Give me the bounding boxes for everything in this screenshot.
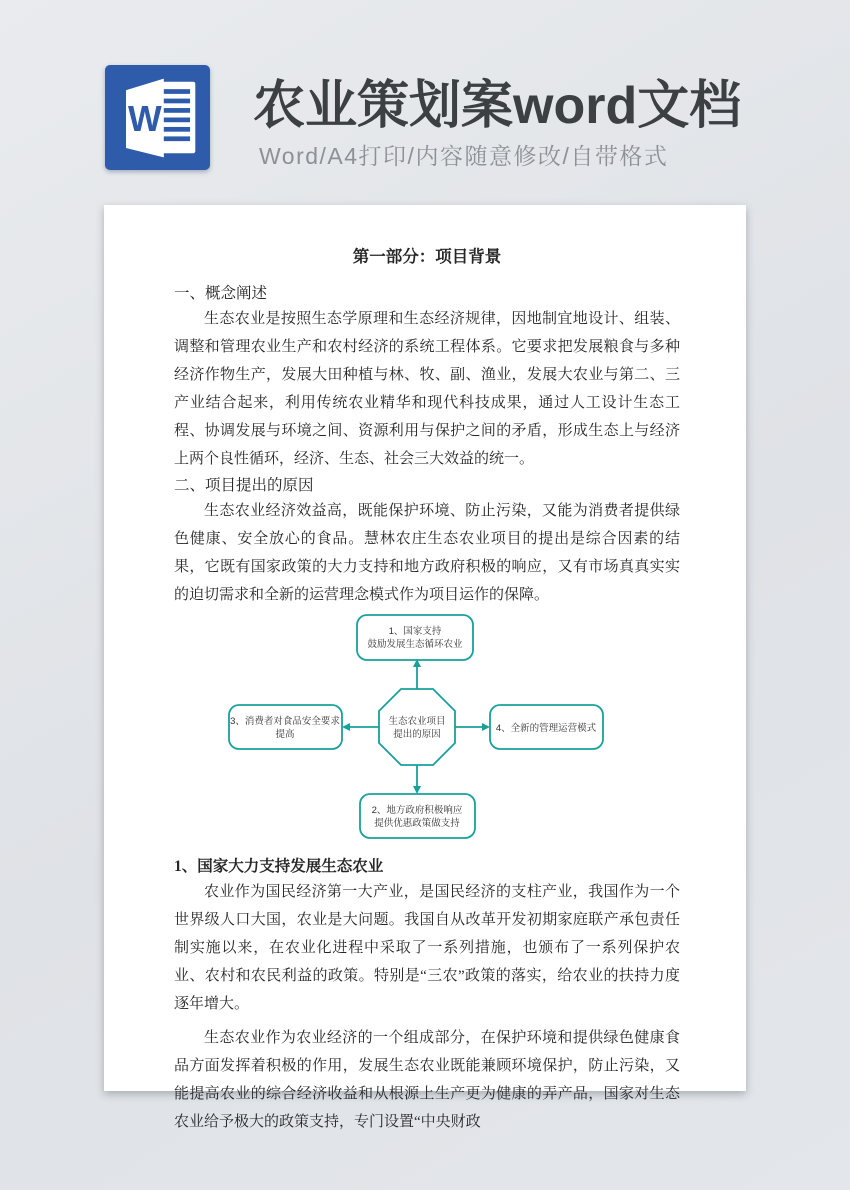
diagram-bottom-label-line2: 提供优惠政策做支持 xyxy=(374,818,460,829)
section1-paragraph: 生态农业是按照生态学原理和生态经济规律，因地制宜地设计、组装、调整和管理农业生产和农村经济的系统工程体系。它要求把发展粮食与多种经济作物生产，发展大田种植与林、牧、副、渔业，发展大农业与第二、三产业结合起来，利用传统农业精华和现代科技成果，通过人工设计生态工程、协调发展与环境之间、资源利用与保护之间的矛盾，形成生态上与经济上两个良性循环，经济、生态、社会三大效益的统一。 xyxy=(174,311,680,467)
diagram-right-label: 4、全新的管理运营模式 xyxy=(495,723,597,734)
section2-paragraph: 生态农业经济效益高，既能保护环境、防止污染，又能为消费者提供绿色健康、安全放心的食品。慧林农庄生态农业项目的提出是综合因素的结果，它既有国家政策的大力支持和地方政府积极的响应，又有市场真真实实的迫切需求和全新的运营理念模式作为项目运作的保障。 xyxy=(174,503,680,603)
template-subtitle: Word/A4打印/内容随意修改/自带格式 xyxy=(259,143,669,169)
diagram-center-octagon xyxy=(379,689,455,765)
arrow-down-head xyxy=(413,786,421,794)
diagram-bottom-box xyxy=(360,794,475,838)
diagram-top-label-line2: 鼓励发展生态循环农业 xyxy=(367,639,463,650)
diagram-left-box xyxy=(229,705,342,749)
word-logo-letter: W xyxy=(128,99,162,140)
arrow-left-head xyxy=(342,723,350,731)
diagram-bottom-label-line1: 2、地方政府积极响应 xyxy=(371,805,463,816)
section3-heading: 1、国家大力支持发展生态农业 xyxy=(174,858,384,875)
diagram-top-box xyxy=(357,615,473,660)
word-logo-graphic xyxy=(105,65,210,170)
diagram-center-label-line2: 提出的原因 xyxy=(393,729,441,740)
diagram-top-label-line1: 1、国家支持 xyxy=(388,626,442,637)
word-logo-icon xyxy=(105,65,210,170)
diagram-left-label-line1: 3、消费者对食品安全要求 xyxy=(230,716,340,727)
arrow-right-head xyxy=(482,723,490,731)
document-content xyxy=(104,205,746,1136)
template-title: 农业策划案word文档 xyxy=(253,77,742,135)
diagram-left-label-line2: 提高 xyxy=(275,729,295,740)
diagram-center-label-line1: 生态农业项目 xyxy=(388,716,446,727)
section3-paragraph2: 生态农业作为农业经济的一个组成部分，在保护环境和提供绿色健康食品方面发挥着积极的作用，发展生态农业既能兼顾环境保护，防止污染，又能提高农业的综合经济收益和从根源上生产更为健康的弄产品，国家对生态农业给予极大的政策支持，专门设置“中央财政 xyxy=(174,1030,680,1130)
section3-paragraph1: 农业作为国民经济第一大产业，是国民经济的支柱产业，我国作为一个世界级人口大国，农业是大问题。我国自从改革开发初期家庭联产承包责任制实施以来，在农业化进程中采取了一系列措施，也颁布了一系列保护农业、农村和农民利益的政策。特别是“三农”政策的落实，给农业的扶持力度逐年增大。 xyxy=(174,884,680,1012)
section1-heading: 一、概念阐述 xyxy=(174,285,268,302)
document-page-preview xyxy=(104,205,746,1130)
reasons-diagram xyxy=(104,609,746,844)
document-title: 第一部分：项目背景 xyxy=(352,247,502,266)
section2-heading: 二、项目提出的原因 xyxy=(174,477,314,494)
